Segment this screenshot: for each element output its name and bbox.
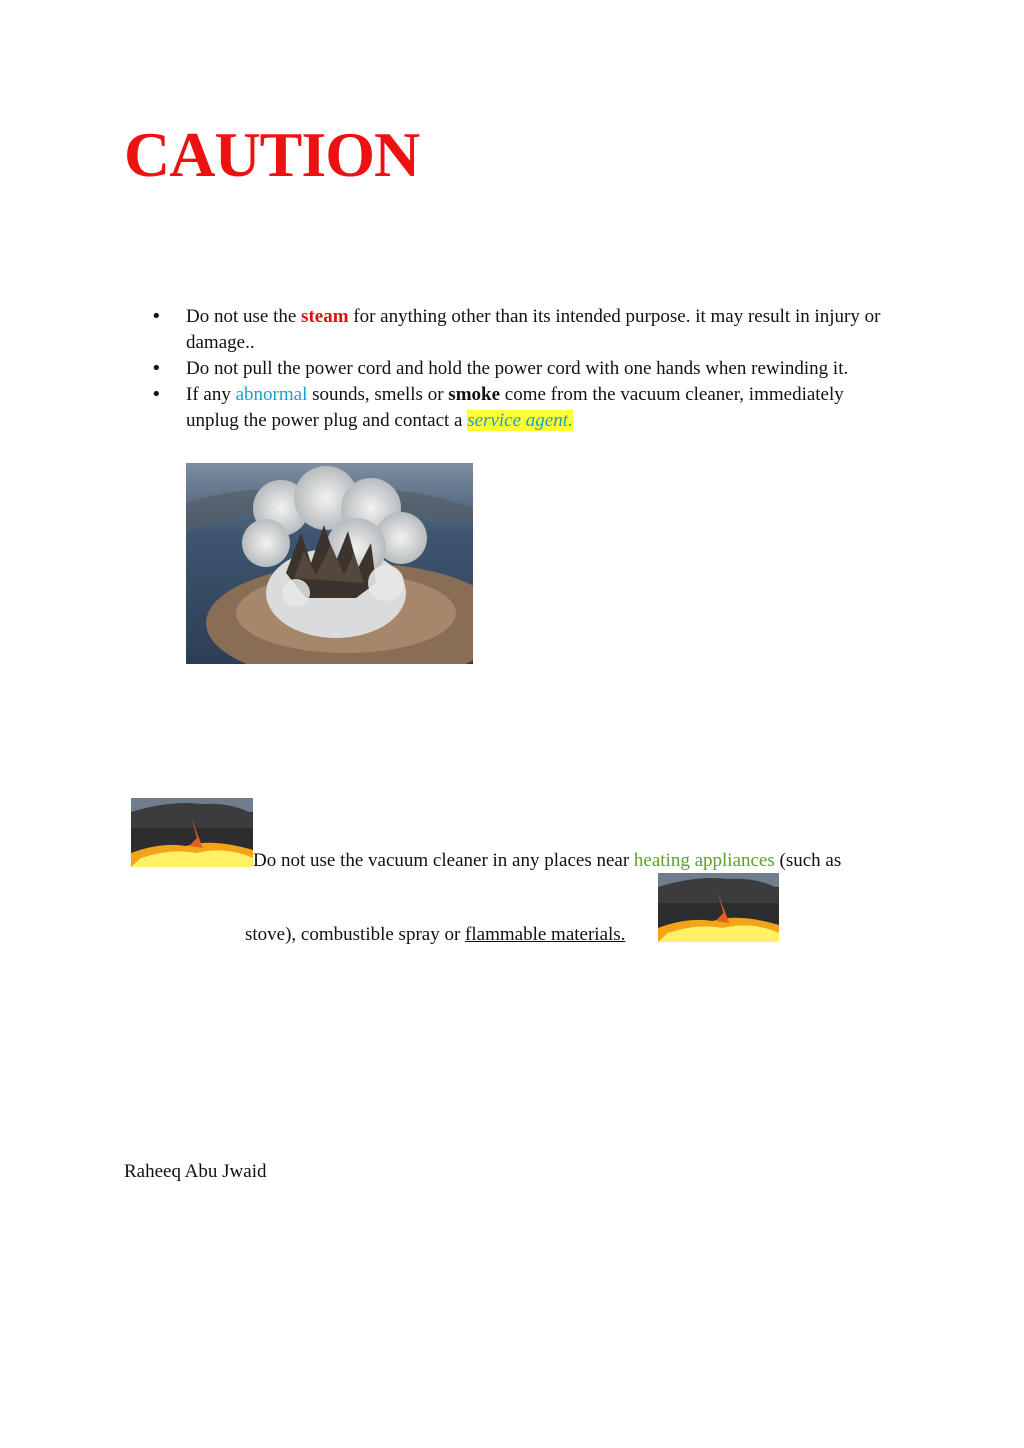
text-segment: Do not pull the power cord and hold the power cord with one hands when rewinding it. <box>186 358 849 379</box>
warning-paragraph-line-1 <box>253 848 841 874</box>
list-item <box>150 356 890 382</box>
keyword-abnormal: abnormal <box>235 384 308 405</box>
lava-image <box>658 873 779 942</box>
page-title: CAUTION <box>124 119 420 190</box>
list-item <box>150 304 890 356</box>
text-segment: Do not use the vacuum cleaner in any places near <box>253 850 634 871</box>
lava-image <box>131 798 253 867</box>
text-segment: stove), combustible spray or <box>245 924 466 945</box>
keyword-smoke: smoke <box>448 384 501 405</box>
list-item <box>150 382 890 434</box>
text-segment: (such as <box>774 850 842 871</box>
text-segment: Do not use the <box>186 306 302 327</box>
author-name: Raheeq Abu Jwaid <box>124 1161 267 1182</box>
text-segment: come from the vacuum cleaner, immediately unplug the power plug and contact a <box>186 384 844 431</box>
text-segment: sounds, smells or <box>307 384 449 405</box>
volcano-eruption-image <box>186 463 473 664</box>
keyword-heating-appliances: heating appliances <box>633 850 775 871</box>
warning-paragraph-line-2 <box>245 922 625 948</box>
keyword-service-agent: service agent. <box>467 410 573 431</box>
caution-list <box>150 304 890 434</box>
text-segment: If any <box>186 384 236 405</box>
keyword-flammable-materials: flammable materials. <box>465 924 626 945</box>
text-segment: for anything other than its intended purpose. it may result in injury or damage.. <box>186 306 881 353</box>
keyword-steam: steam <box>301 306 349 327</box>
